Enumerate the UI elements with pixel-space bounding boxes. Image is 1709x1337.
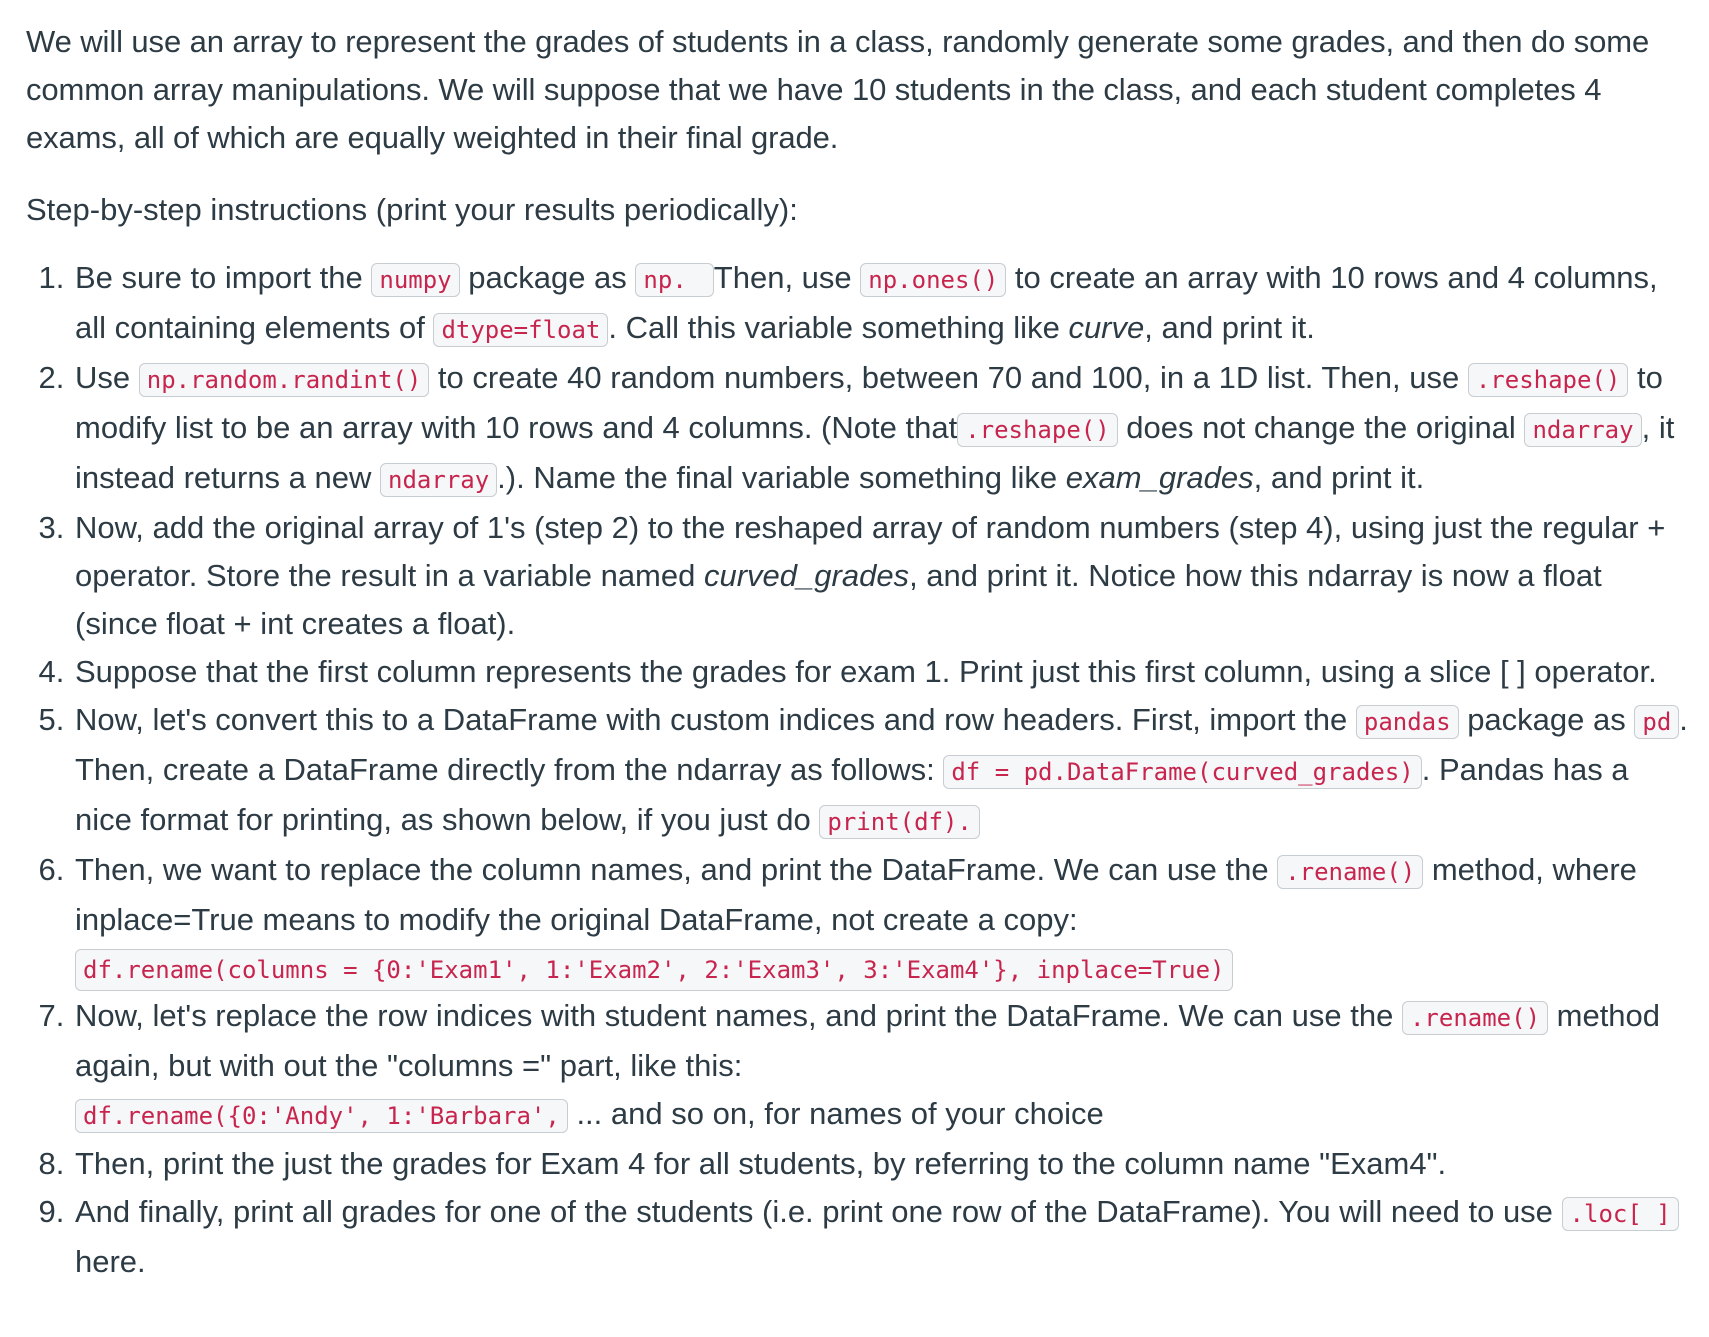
step-2-text: does not change the original	[1117, 410, 1525, 445]
step-2-text: , it instead returns a new	[75, 410, 1675, 495]
step-5-text: package as	[1458, 702, 1635, 737]
step-7	[73, 992, 1690, 1140]
step-1	[73, 254, 1690, 354]
step-2-text: to create 40 random numbers, between 70 and 100, in a 1D list. Then, use	[429, 360, 1468, 395]
step-9-text: And finally, print all grades for one of the students (i.e. print one row of the DataFrame). You will need to use	[75, 1194, 1562, 1229]
step-6-text: method, where inplace=True means to modify the original DataFrame, not create a copy:	[75, 852, 1637, 937]
code-print-df: print(df).	[819, 805, 980, 839]
step-5	[73, 696, 1690, 846]
code-rename: .rename()	[1277, 855, 1423, 889]
steps-list	[26, 254, 1690, 1286]
code-dtype-float: dtype=float	[433, 313, 608, 347]
assignment-content	[26, 18, 1690, 1286]
step-7-text: Now, let's replace the row indices with student names, and print the DataFrame. We can use the	[75, 998, 1402, 1033]
step-5-text: . Pandas has a nice format for printing, as shown below, if you just do	[75, 752, 1629, 837]
code-reshape: .reshape()	[1468, 363, 1629, 397]
code-np-ones: np.ones()	[860, 263, 1006, 297]
step-2-text: .). Name the final variable something like	[497, 460, 1066, 495]
step-7-text: ... and so on, for names of your choice	[567, 1096, 1104, 1131]
step-9	[73, 1188, 1690, 1286]
step-3-text: , and print it. Notice how this ndarray is now a float (since float + int creates a float).	[75, 558, 1602, 641]
code-numpy: numpy	[371, 263, 459, 297]
variable-exam-grades: exam_grades	[1065, 460, 1254, 495]
code-rename-index: df.rename({0:'Andy', 1:'Barbara',	[75, 1099, 568, 1133]
intro-paragraph: We will use an array to represent the grades of students in a class, randomly generate some grades, and then do some common array manipulations. We will suppose that we have 10 students in the class, and each student completes 4 exams, all of which are equally weighted in their final grade.	[26, 24, 1650, 155]
code-np: np.	[635, 263, 713, 297]
code-loc: .loc[ ]	[1562, 1197, 1679, 1231]
instructions-heading: Step-by-step instructions (print your results periodically):	[26, 192, 798, 227]
step-6-text: Then, we want to replace the column names, and print the DataFrame. We can use the	[75, 852, 1278, 887]
step-8	[73, 1140, 1690, 1188]
step-2-text: to modify list to be an array with 10 rows and 4 columns. (Note that	[75, 360, 1663, 445]
step-7-text: method again, but with out the "columns =" part, like this:	[75, 998, 1661, 1083]
step-9-text: here.	[75, 1244, 146, 1279]
code-pd: pd	[1634, 705, 1679, 739]
step-2-text: Use	[75, 360, 139, 395]
step-1-text: Then, use	[713, 260, 861, 295]
code-rename-columns: df.rename(columns = {0:'Exam1', 1:'Exam2', 2:'Exam3', 3:'Exam4'}, inplace=True)	[75, 949, 1233, 991]
code-ndarray: ndarray	[380, 463, 497, 497]
code-rename: .rename()	[1402, 1001, 1548, 1035]
code-pandas: pandas	[1356, 705, 1459, 739]
step-2-text: , and print it.	[1253, 460, 1425, 495]
code-ndarray: ndarray	[1524, 413, 1641, 447]
step-4	[73, 648, 1690, 696]
step-1-text: Be sure to import the	[75, 260, 372, 295]
code-randint: np.random.randint()	[139, 363, 430, 397]
step-3-text: Now, add the original array of 1's (step 2) to the reshaped array of random numbers (step 4), using just the regular + operator. Store the result in a variable named	[75, 510, 1666, 593]
step-8-text: Then, print the just the grades for Exam 4 for all students, by referring to the column name "Exam4".	[75, 1146, 1447, 1181]
step-6	[73, 846, 1690, 992]
step-5-text: . Then, create a DataFrame directly from the ndarray as follows:	[75, 702, 1688, 787]
step-1-text: to create an array with 10 rows and 4 columns, all containing elements of	[75, 260, 1658, 345]
step-1-text: , and print it.	[1144, 310, 1315, 345]
code-dataframe-create: df = pd.DataFrame(curved_grades)	[943, 755, 1421, 789]
step-4-text: Suppose that the first column represents the grades for exam 1. Print just this first column, using a slice [ ] operator.	[75, 654, 1657, 689]
variable-curve: curve	[1068, 310, 1145, 345]
variable-curved-grades: curved_grades	[703, 558, 910, 593]
step-5-text: Now, let's convert this to a DataFrame with custom indices and row headers. First, import the	[75, 702, 1356, 737]
step-2	[73, 354, 1690, 504]
step-3	[73, 504, 1690, 648]
step-1-text: package as	[459, 260, 636, 295]
step-1-text: . Call this variable something like	[608, 310, 1069, 345]
code-reshape: .reshape()	[957, 413, 1118, 447]
